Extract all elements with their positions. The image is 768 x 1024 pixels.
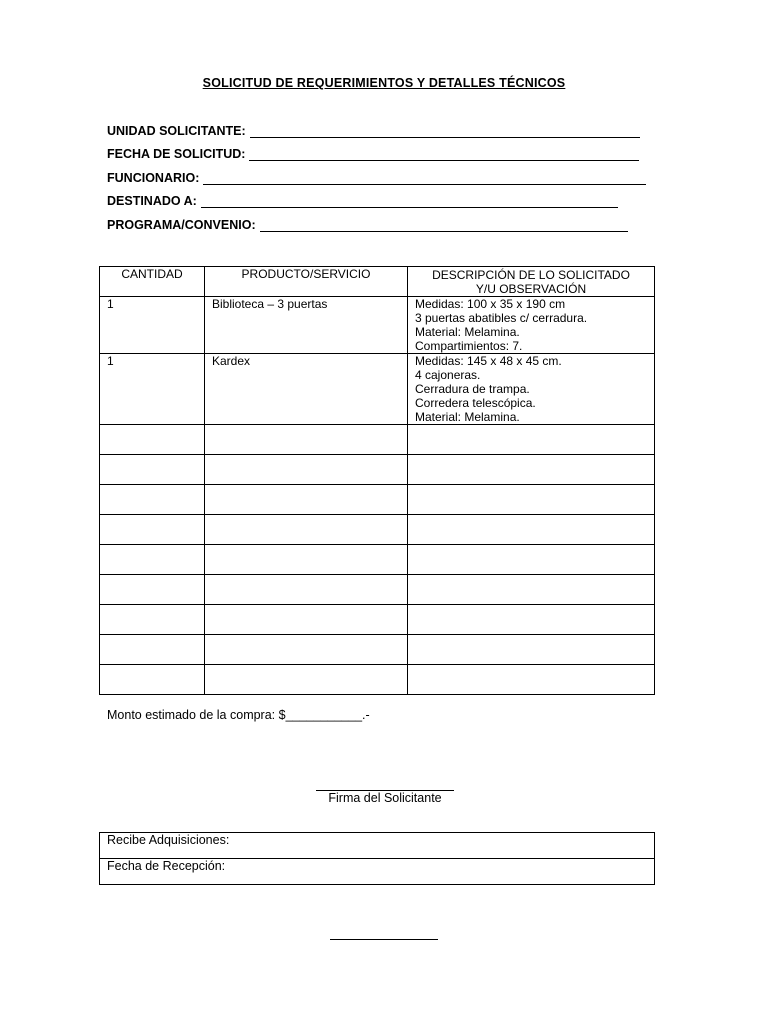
header-descripcion [408,267,655,297]
header-descripcion-line-2: Y/U OBSERVACIÓN [475,282,587,296]
programa-line [260,219,628,232]
descripcion-line: Compartimientos: 7. [415,339,523,353]
descripcion-line: Corredera telescópica. [415,396,536,410]
table-row [100,297,655,354]
producto-cell [205,297,408,354]
firma-label: Firma del Solicitante [328,791,442,805]
empty-table-row [100,665,655,695]
fecha-solicitud-line [249,148,639,161]
reception-table [99,832,655,885]
cantidad-cell [100,354,205,425]
empty-table-row [100,545,655,575]
bottom-signature-line [330,939,438,940]
descripcion-cell [408,297,655,354]
unidad-solicitante-field [107,124,640,138]
monto-estimado: Monto estimado de la compra: $___________.- [107,708,370,722]
empty-table-row [100,425,655,455]
fecha-solicitud-label: FECHA DE SOLICITUD: [107,147,246,161]
descripcion-cell [408,354,655,425]
descripcion-line: Medidas: 100 x 35 x 190 cm [415,297,566,311]
empty-table-row [100,515,655,545]
descripcion-line: Material: Melamina. [415,410,520,424]
reception-row [100,859,655,885]
fecha-recepcion-cell: Fecha de Recepción: [100,859,655,885]
destinado-label: DESTINADO A: [107,194,197,208]
producto-cell [205,354,408,425]
programa-label: PROGRAMA/CONVENIO: [107,218,256,232]
table-row [100,354,655,425]
header-descripcion-line-1: DESCRIPCIÓN DE LO SOLICITADO [432,268,630,282]
destinado-field [107,194,618,208]
header-cantidad: CANTIDAD [100,267,205,297]
descripcion-line: 4 cajoneras. [415,368,481,382]
cantidad-value: 1 [107,297,114,311]
cantidad-cell [100,297,205,354]
header-producto: PRODUCTO/SERVICIO [205,267,408,297]
recibe-adquisiciones-cell: Recibe Adquisiciones: [100,833,655,859]
requirements-table [99,266,655,695]
producto-value: Biblioteca – 3 puertas [212,297,328,311]
descripcion-line: Material: Melamina. [415,325,520,339]
funcionario-label: FUNCIONARIO: [107,171,200,185]
descripcion-line: Cerradura de trampa. [415,382,530,396]
fecha-solicitud-field [107,147,639,161]
unidad-solicitante-line [250,125,640,138]
empty-table-row [100,605,655,635]
table-header-row [100,267,655,297]
empty-table-row [100,455,655,485]
reception-row [100,833,655,859]
funcionario-field [107,171,646,185]
document-title: SOLICITUD DE REQUERIMIENTOS Y DETALLES TÉCNICOS [202,76,566,90]
unidad-solicitante-label: UNIDAD SOLICITANTE: [107,124,246,138]
producto-value: Kardex [212,354,251,368]
funcionario-line [203,172,646,185]
programa-field [107,218,628,232]
descripcion-line: 3 puertas abatibles c/ cerradura. [415,311,588,325]
empty-table-row [100,575,655,605]
empty-table-row [100,485,655,515]
destinado-line [201,195,618,208]
empty-table-row [100,635,655,665]
cantidad-value: 1 [107,354,114,368]
descripcion-line: Medidas: 145 x 48 x 45 cm. [415,354,562,368]
